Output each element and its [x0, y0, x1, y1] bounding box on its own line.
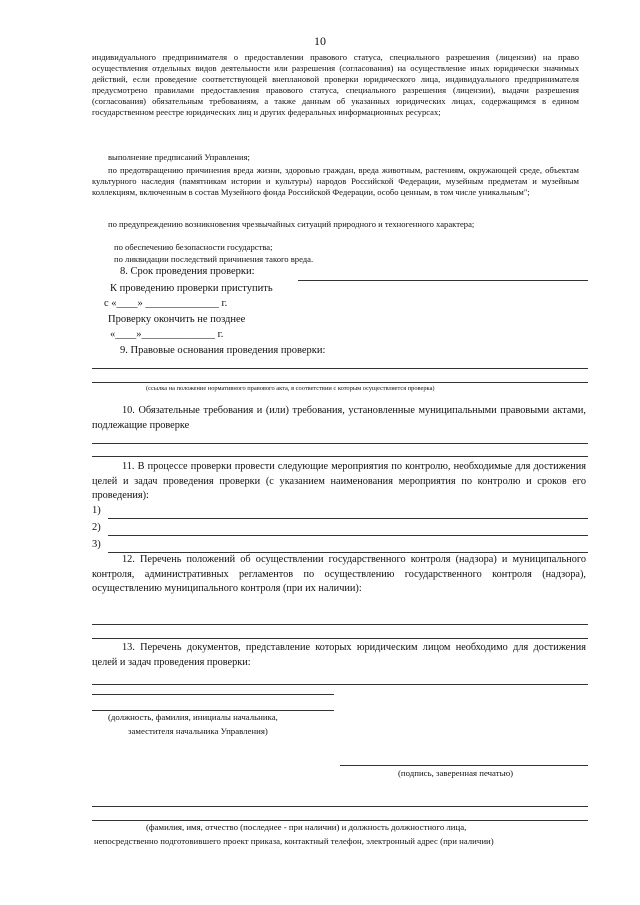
section-9-title: 9. Правовые основания проведения проверки: — [120, 345, 326, 356]
section-8-from-date: с «____» ______________ г. — [104, 298, 228, 309]
fill-line — [92, 443, 588, 444]
section-8-title: 8. Срок проведения проверки: — [120, 266, 255, 277]
page-number: 10 — [314, 34, 326, 48]
signature-line — [92, 710, 334, 711]
section-8-to-date: «____»______________ г. — [110, 329, 224, 340]
signature-caption-1: (должность, фамилия, инициалы начальника, — [108, 712, 278, 722]
section-9-caption: (ссылка на положение нормативного правового акта, в соответствии с которым осуществляется проверка) — [146, 385, 435, 392]
section-11-item-1: 1) — [92, 505, 101, 516]
item-security: по обеспечению безопасности государства; — [114, 242, 273, 252]
bottom-caption-1: (фамилия, имя, отчество (последнее - при наличии) и должность должностного лица, — [146, 822, 467, 832]
item-emergency: по предупреждению возникновения чрезвычайных ситуаций природного и техногенного характера; — [108, 219, 475, 229]
item-liquidation: по ликвидации последствий причинения такого вреда. — [114, 254, 314, 264]
fill-line — [92, 806, 588, 807]
item-prescriptions: выполнение предписаний Управления; — [108, 152, 250, 162]
fill-line — [92, 624, 588, 625]
fill-line — [108, 518, 588, 519]
fill-line — [92, 382, 588, 383]
top-paragraph: индивидуального предпринимателя о предоставлении правового статуса, специального разрешения (лицензии) на право осуществления отдельных видов деятельности или разрешения (согласования) на осуществление иных юридически значимых действий, если проведение соответствующей внеплановой проверки юридического лица, индивидуального предпринимателя предусмотрено правилами предоставления правового статуса, специального разрешения (лицензии), выдачи разрешения (согласования) обязательным требованиям, а также данным об указанных юридических лицах, содержащимся в едином государственном реестре юридических лиц и других федеральных информационных ресурсах; — [92, 52, 579, 118]
item-prevention: по предотвращению причинения вреда жизни, здоровью граждан, вреда животным, растениям, окружающей среде, объектам культурного наследия (памятникам истории и культуры) народов Российской Федерации, музейным предметам и музейным коллекциям, включенным в состав Музейного фонда Российской Федерации, особо ценным, в том числе уникальным"; — [92, 165, 579, 198]
section-11-title: 11. В процессе проверки провести следующие мероприятия по контролю, необходимые для достижения целей и задач проведения проверки (с указанием наименования мероприятия по контролю и сроков его проведения): — [92, 461, 586, 501]
seal-caption: (подпись, заверенная печатью) — [398, 768, 514, 778]
fill-line — [92, 820, 588, 821]
seal-signature-line — [340, 765, 588, 766]
fill-line — [108, 535, 588, 536]
fill-line — [92, 638, 588, 639]
section-12-title: 12. Перечень положений об осуществлении государственного контроля (надзора) и муниципального контроля, административных регламентов по осуществлению государственного контроля (надзора), осуществлению муниципального контроля (при их наличии): — [92, 554, 586, 594]
section-8-start: К проведению проверки приступить — [110, 283, 273, 294]
section-10-title: 10. Обязательные требования и (или) требования, установленные муниципальными правовыми актами, подлежащие проверке — [92, 405, 586, 431]
fill-line — [92, 684, 588, 685]
fill-line — [298, 280, 588, 281]
fill-line — [92, 694, 334, 695]
section-8-end: Проверку окончить не позднее — [108, 314, 246, 325]
signature-caption-2: заместителя начальника Управления) — [128, 726, 268, 736]
section-11-item-3: 3) — [92, 539, 101, 550]
section-13-title: 13. Перечень документов, представление которых юридическим лицом необходимо для достижения целей и задач проведения проверки: — [92, 642, 586, 668]
bottom-caption-2: непосредственно подготовившего проект приказа, контактный телефон, электронный адрес (при наличии) — [94, 836, 494, 846]
fill-line — [92, 368, 588, 369]
section-11-item-2: 2) — [92, 522, 101, 533]
fill-line — [92, 456, 588, 457]
